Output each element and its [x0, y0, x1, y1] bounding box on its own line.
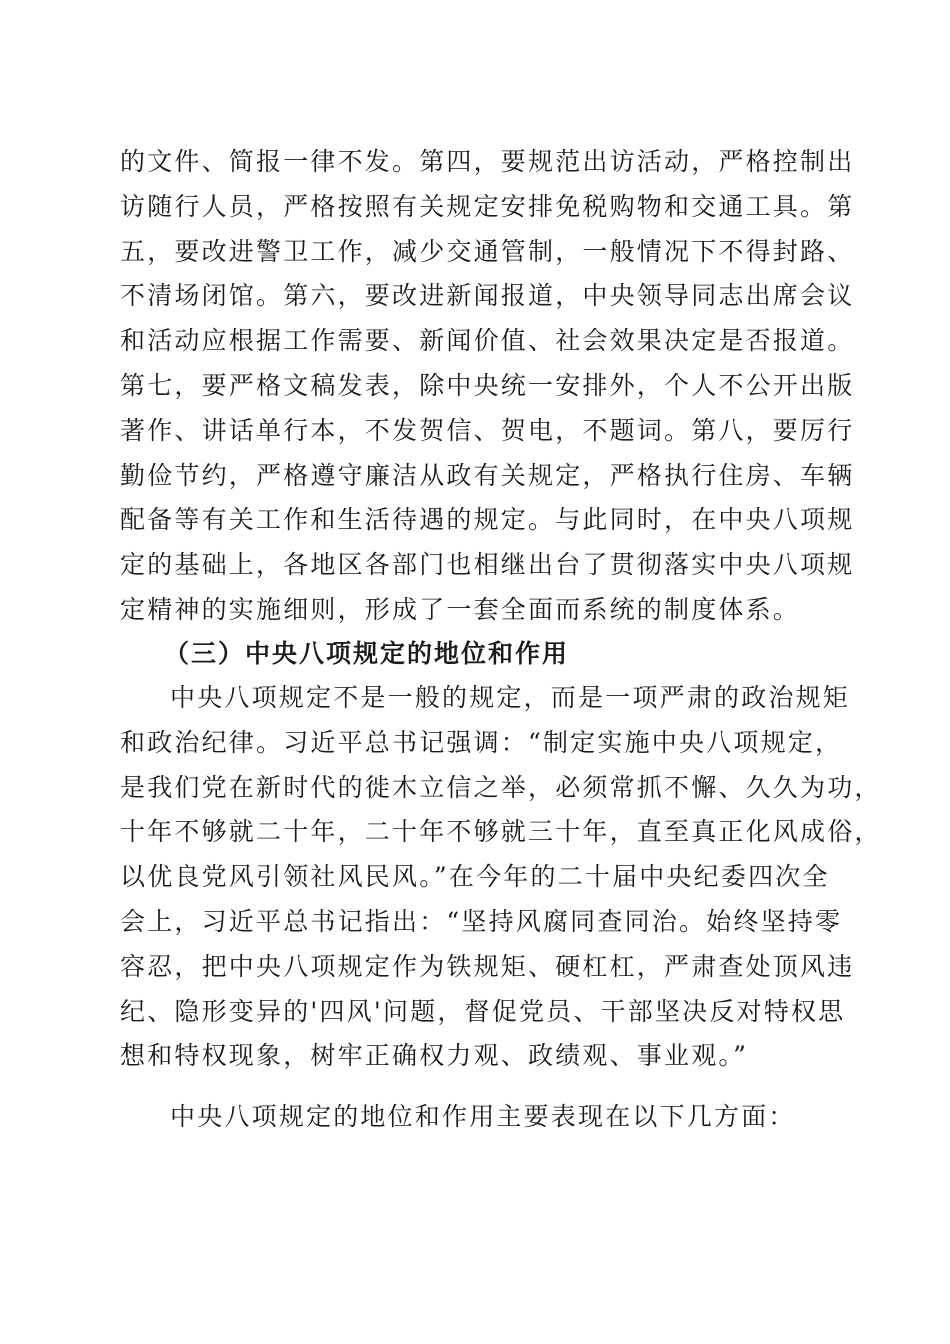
paragraph-intro-list — [120, 1095, 840, 1140]
section-heading: （三）中央八项规定的地位和作用 — [164, 639, 570, 668]
text-line: 以优良党风引领社风民风。”在今年的二十届中央纪委四次全 — [120, 862, 830, 892]
text-line: 著作、讲话单行本，不发贺信、贺电，不题词。第八，要厉行 — [120, 415, 855, 445]
text-line: 十年不够就二十年，二十年不够就三十年，直至真正化风成俗， — [120, 817, 882, 847]
text-line: 不清场闭馆。第六，要改进新闻报道，中央领导同志出席会议 — [120, 281, 855, 311]
text-line: 第七，要严格文稿发表，除中央统一安排外，个人不公开出版 — [120, 370, 855, 400]
text-line: 定精神的实施细则，形成了一套全面而系统的制度体系。 — [120, 594, 801, 624]
text-line: 想和特权现象，树牢正确权力观、政绩观、事业观。” — [120, 1041, 749, 1071]
paragraph-continued — [120, 140, 855, 633]
text-line: 中央八项规定的地位和作用主要表现在以下几方面： — [170, 1102, 796, 1131]
text-line: 勤俭节约，严格遵守廉洁从政有关规定，严格执行住房、车辆 — [120, 460, 855, 490]
text-line: 和活动应根据工作需要、新闻价值、社会效果决定是否报道。 — [120, 326, 855, 356]
paragraph-position-role — [120, 676, 882, 1079]
text-line: 容忍，把中央八项规定作为铁规矩、硬杠杠，严肃查处顶风违 — [120, 951, 855, 981]
text-line: 的文件、简报一律不发。第四，要规范出访活动，严格控制出 — [120, 147, 855, 176]
text-line: 中央八项规定不是一般的规定，而是一项严肃的政治规矩 — [170, 683, 851, 712]
text-line: 和政治纪律。习近平总书记强调：“制定实施中央八项规定， — [120, 727, 843, 757]
text-line: 配备等有关工作和生活待遇的规定。与此同时，在中央八项规 — [120, 505, 855, 535]
text-line: 访随行人员，严格按照有关规定安排免税购物和交通工具。第 — [120, 191, 855, 221]
text-line: 会上，习近平总书记指出：“坚持风腐同查同治。始终坚持零 — [120, 906, 843, 936]
text-line: 是我们党在新时代的徙木立信之举，必须常抓不懈、久久为功， — [120, 772, 882, 802]
text-line: 定的基础上，各地区各部门也相继出台了贯彻落实中央八项规 — [120, 550, 855, 580]
text-line: 纪、隐形变异的'四风'问题，督促党员、干部坚决反对特权思 — [120, 996, 846, 1026]
text-line: 五，要改进警卫工作，减少交通管制，一般情况下不得封路、 — [120, 236, 855, 266]
